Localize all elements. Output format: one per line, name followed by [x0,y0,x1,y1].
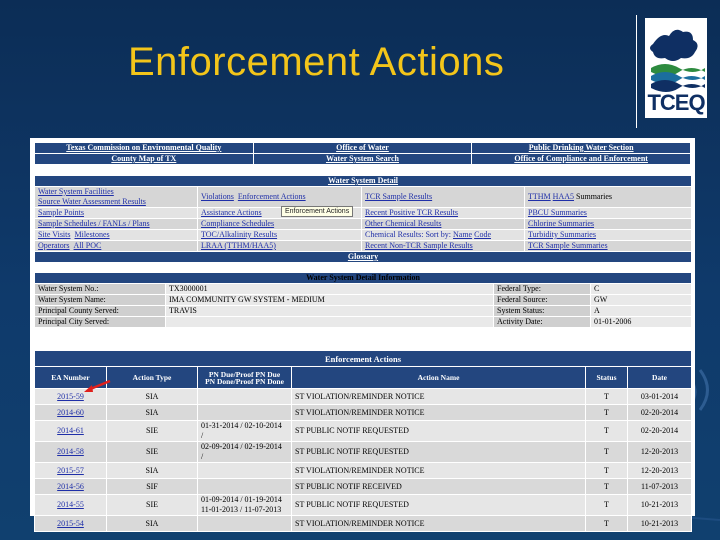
link-turbidity-summaries[interactable]: Turbidity Summaries [528,230,596,239]
value-federal-source: GW [591,295,692,306]
ea-number-link[interactable]: 2014-60 [35,405,107,421]
status-cell: T [586,463,628,479]
link-enforcement-actions[interactable]: Enforcement Actions [237,192,306,201]
pn-due-cell: 01-09-2014 / 01-19-2014 11-01-2013 / 11-07-2013 [198,495,292,516]
status-cell: T [586,479,628,495]
nav-link-water-system-search[interactable]: Water System Search [253,154,472,165]
status-cell: T [586,442,628,463]
pn-due-cell [198,479,292,495]
detail-info-title: Water System Detail Information [35,273,692,284]
col-status: Status [586,367,628,389]
logo-graphic [645,18,707,94]
link-source-water-assessment[interactable]: Source Water Assessment Results [38,197,146,206]
value-county: TRAVIS [166,306,494,317]
enforcement-actions-tooltip: Enforcement Actions [281,206,353,217]
glossary-link[interactable]: Glossary [35,252,692,263]
label-county: Principal County Served: [35,306,166,317]
link-milestones[interactable]: Milestones [74,230,110,239]
nav-link-office-of-water[interactable]: Office of Water [253,143,472,154]
action-type-cell: SIA [107,463,198,479]
link-chlorine-summaries[interactable]: Chlorine Summaries [528,219,594,228]
link-tcr-sample-results[interactable]: TCR Sample Results [365,192,433,201]
value-city [166,317,494,328]
label-federal-type: Federal Type: [494,284,591,295]
date-cell: 10-21-2013 [628,516,692,532]
action-type-cell: SIF [107,479,198,495]
pn-due-cell [198,389,292,405]
nav-link-tceq[interactable]: Texas Commission on Environmental Quality [35,143,254,154]
col-ea-number: EA Number [35,367,107,389]
nav-link-pdws[interactable]: Public Drinking Water Section [472,143,691,154]
link-tcr-sample-summaries[interactable]: TCR Sample Summaries [528,241,608,250]
ea-number-link[interactable]: 2014-56 [35,479,107,495]
value-activity-date: 01-01-2006 [591,317,692,328]
red-arrow-icon [82,380,112,394]
label-federal-source: Federal Source: [494,295,591,306]
value-system-no: TX3000001 [166,284,494,295]
ea-number-link[interactable]: 2015-59 [35,389,107,405]
link-compliance-schedules[interactable]: Compliance Schedules [201,219,275,228]
date-cell: 12-20-2013 [628,442,692,463]
table-row [35,495,692,516]
tceq-logo [645,18,707,118]
link-recent-non-tcr[interactable]: Recent Non-TCR Sample Results [365,241,473,250]
table-row [35,442,692,463]
action-name-cell: ST PUBLIC NOTIF RECEIVED [292,479,586,495]
link-sort-name[interactable]: Name [453,230,473,239]
logo-text: TCEQ [647,90,705,115]
top-nav [34,142,691,165]
action-name-cell: ST VIOLATION/REMINDER NOTICE [292,516,586,532]
date-cell: 02-20-2014 [628,421,692,442]
water-system-detail-title[interactable]: Water System Detail [327,176,399,185]
action-name-cell: ST PUBLIC NOTIF REQUESTED [292,421,586,442]
ea-number-link[interactable]: 2014-55 [35,495,107,516]
water-system-detail-table [34,175,692,263]
pn-due-cell: 01-31-2014 / 02-10-2014 / [198,421,292,442]
date-cell: 12-20-2013 [628,463,692,479]
link-assistance-actions[interactable]: Assistance Actions [201,208,262,217]
link-haa5[interactable]: HAA5 [552,192,575,201]
label-city: Principal City Served: [35,317,166,328]
enforcement-actions-table [34,350,692,532]
table-row [35,516,692,532]
link-sort-code[interactable]: Code [474,230,491,239]
nav-link-county-map[interactable]: County Map of TX [35,154,254,165]
link-other-chemical-results[interactable]: Other Chemical Results [365,219,442,228]
link-sample-schedules[interactable]: Sample Schedules / FANLs / Plans [38,219,150,228]
value-federal-type: C [591,284,692,295]
col-pn-due: PN Due/Proof PN Due PN Done/Proof PN Done [198,367,292,389]
pn-due-cell [198,463,292,479]
action-type-cell: SIA [107,516,198,532]
date-cell: 02-20-2014 [628,405,692,421]
label-system-no: Water System No.: [35,284,166,295]
status-cell: T [586,389,628,405]
ea-number-link[interactable]: 2014-61 [35,421,107,442]
action-type-cell: SIE [107,442,198,463]
date-cell: 03-01-2014 [628,389,692,405]
action-type-cell: SIE [107,421,198,442]
action-type-cell: SIA [107,405,198,421]
link-site-visits[interactable]: Site Visits [38,230,71,239]
status-cell: T [586,405,628,421]
action-type-cell: SIA [107,389,198,405]
date-cell: 10-21-2013 [628,495,692,516]
link-operators[interactable]: Operators [38,241,70,250]
detail-info-table [34,272,692,328]
pn-due-cell [198,516,292,532]
chemical-sort-label: Chemical Results: Sort by: [365,230,451,239]
summaries-label: Summaries [576,192,613,201]
table-row [35,421,692,442]
action-type-cell: SIE [107,495,198,516]
col-date: Date [628,367,692,389]
browser-page-panel [30,138,695,528]
link-violations[interactable]: Violations [201,192,234,201]
col-action-name: Action Name [292,367,586,389]
nav-link-office-compliance[interactable]: Office of Compliance and Enforcement [472,154,691,165]
ea-number-link[interactable]: 2015-54 [35,516,107,532]
link-lraa[interactable]: LRAA (TTHM/HAA5) [201,241,276,250]
action-name-cell: ST VIOLATION/REMINDER NOTICE [292,389,586,405]
link-water-system-facilities[interactable]: Water System Facilities [38,187,114,196]
table-row [35,479,692,495]
col-action-type: Action Type [107,367,198,389]
value-system-name: IMA COMMUNITY GW SYSTEM - MEDIUM [166,295,494,306]
slide-title: Enforcement Actions [128,40,505,84]
link-recent-positive-tcr[interactable]: Recent Positive TCR Results [365,208,458,217]
label-system-name: Water System Name: [35,295,166,306]
link-sample-points[interactable]: Sample Points [38,208,85,217]
link-toc-alkalinity[interactable]: TOC/Alkalinity Results [201,230,278,239]
link-all-poc[interactable]: All POC [73,241,102,250]
link-tthm[interactable]: TTHM [528,192,551,201]
logo-divider [636,15,637,128]
action-name-cell: ST PUBLIC NOTIF REQUESTED [292,442,586,463]
table-row [35,463,692,479]
enforcement-title: Enforcement Actions [35,351,692,367]
label-activity-date: Activity Date: [494,317,591,328]
pn-due-cell [198,405,292,421]
ea-number-link[interactable]: 2014-58 [35,442,107,463]
pn-due-cell: 02-09-2014 / 02-19-2014 / [198,442,292,463]
status-cell: T [586,495,628,516]
status-cell: T [586,421,628,442]
table-row [35,389,692,405]
action-name-cell: ST PUBLIC NOTIF REQUESTED [292,495,586,516]
table-row [35,405,692,421]
action-name-cell: ST VIOLATION/REMINDER NOTICE [292,405,586,421]
link-pbcu-summaries[interactable]: PBCU Summaries [528,208,587,217]
date-cell: 11-07-2013 [628,479,692,495]
status-cell: T [586,516,628,532]
label-system-status: System Status: [494,306,591,317]
value-system-status: A [591,306,692,317]
action-name-cell: ST VIOLATION/REMINDER NOTICE [292,463,586,479]
ea-number-link[interactable]: 2015-57 [35,463,107,479]
